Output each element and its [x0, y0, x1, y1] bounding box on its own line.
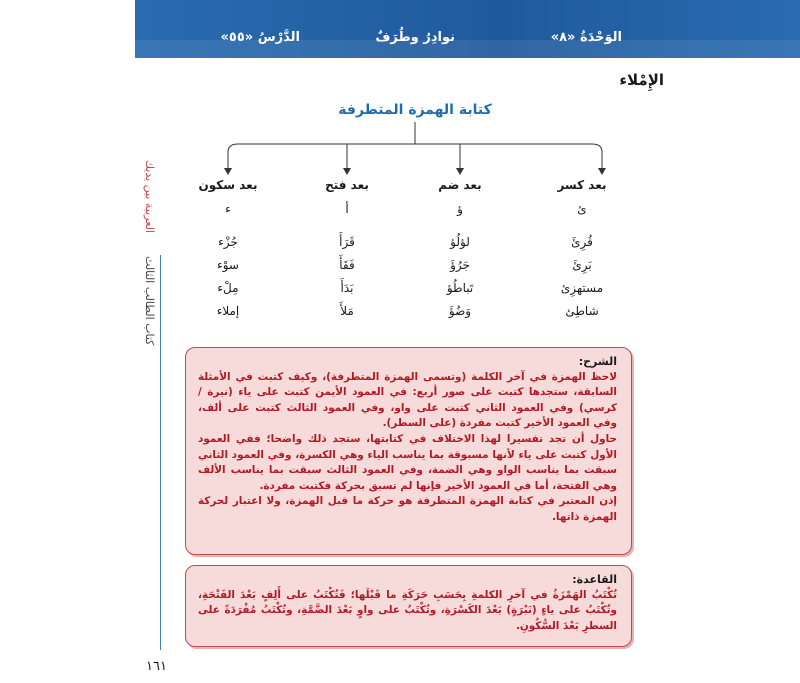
rule-text: تُكْتَبُ الهَمْزَةُ في آخرِ الكلمةِ بِحَسَبِ حَرَكَةِ ما قَبْلَها؛ فَتُكْتَبُ على أَلِفٍ بَعْدَ الفَتْحَةِ، وتُكْتَبُ على ياءٍ (نَبْرَةٍ) بَعْدَ الكَسْرَةِ، وتُكْتَبُ على واوٍ بَعْدَ الضَّمَّةِ، وتُكْتَبُ مُفْرَدَةً على السطرِ بَعْدَ السُّكُونِ. — [198, 588, 617, 632]
sidebar-book-part: كتاب الطالب الثالث — [143, 256, 156, 346]
column-kasra-word: قُرِئَ — [571, 235, 593, 249]
column-damma-word: وَضُؤَ — [448, 304, 472, 318]
column-fatha-heading: بعد فتح — [325, 178, 369, 192]
unit-label: الوَحْدَةُ «٨» — [550, 30, 622, 45]
column-fatha-word: فَقَأَ — [339, 258, 355, 272]
rule-heading: القاعدة: — [572, 573, 617, 586]
column-sukun-word: سوْء — [217, 258, 239, 272]
column-damma-word: تَباطُؤ — [446, 281, 474, 295]
column-sukun-heading: بعد سكون — [198, 178, 258, 192]
column-fatha-word: مَلأَ — [340, 304, 354, 318]
column-kasra-word: بَرِئَ — [572, 258, 592, 272]
column-damma-heading: بعد ضم — [438, 178, 482, 192]
section-title: الإِمْلاء — [619, 71, 664, 89]
diagram-title: كتابة الهمزة المتطرفة — [338, 102, 492, 118]
header-band — [135, 0, 800, 58]
column-damma-word: لؤلُؤ — [450, 235, 470, 249]
explanation-paragraph: لاحظ الهمزة في آخر الكلمة (وتسمى الهمزة المتطرفة)، وكيف كتبت في الأمثلة السابقة، ستجدها كتبت على صور أربع: في العمود الأيمن كتبت على ياء (نبرة / كرسي) وفي العمود الثاني كتبت على واو، وفي العمود الثالث كتبت على ألف، وفي العمود الأخير كتبت مفردة (على السطر). — [198, 370, 617, 430]
column-damma-word: جَرُؤَ — [450, 258, 470, 272]
sidebar-book-title: العربية بين يديك — [143, 160, 156, 233]
rule-box — [185, 565, 632, 647]
explanation-paragraph: إذن المعتبر في كتابة الهمزة المتطرفة هو حركة ما قبل الهمزة، ولا اعتبار لحركة الهمزة ذاتها. — [198, 495, 617, 523]
lesson-label: الدَّرْسُ «٥٥» — [220, 30, 300, 45]
explanation-box — [185, 347, 632, 555]
column-fatha-word: قَرَأَ — [339, 235, 355, 249]
column-damma-letter: ؤ — [457, 202, 463, 216]
column-fatha-word: بَدَأَ — [340, 281, 354, 295]
explanation-heading: الشرح: — [578, 355, 617, 368]
column-kasra-heading: بعد كسر — [557, 178, 607, 192]
rule-body — [198, 572, 617, 634]
page-number: ١٦١ — [146, 659, 167, 674]
column-sukun-letter: ء — [225, 202, 231, 216]
column-fatha-letter: أ — [345, 202, 349, 216]
unit-title: نوادِرُ وطُرَفٌ — [375, 30, 455, 45]
column-sukun-word: جُزْء — [218, 235, 238, 249]
column-kasra-letter: ئ — [577, 202, 587, 216]
sidebar-divider — [160, 255, 161, 650]
column-sukun-word: مِلْء — [217, 281, 239, 295]
hamza-diagram — [198, 100, 620, 330]
column-kasra-word: مستهزِئ — [560, 281, 604, 295]
explanation-body — [198, 354, 617, 526]
column-sukun-word: إملاء — [216, 304, 240, 318]
column-kasra-word: شاطِئ — [565, 304, 599, 318]
explanation-paragraph: حاول أن تجد تفسيرا لهذا الاختلاف في كتابتها، ستجد ذلك واضحا؛ ففي العمود الأول كتبت على ياء لأنها مسبوقة بما يناسب الياء وهي الكسرة، وفي العمود الثاني سبقت بما يناسب الواو وهي الضمة، وفي العمود الثالث سبقت بما يناسب الألف وهي الفتحة، أما في العمود الأخير فإنها لم تسبق بحركة فكتبت مفردة. — [198, 432, 617, 492]
